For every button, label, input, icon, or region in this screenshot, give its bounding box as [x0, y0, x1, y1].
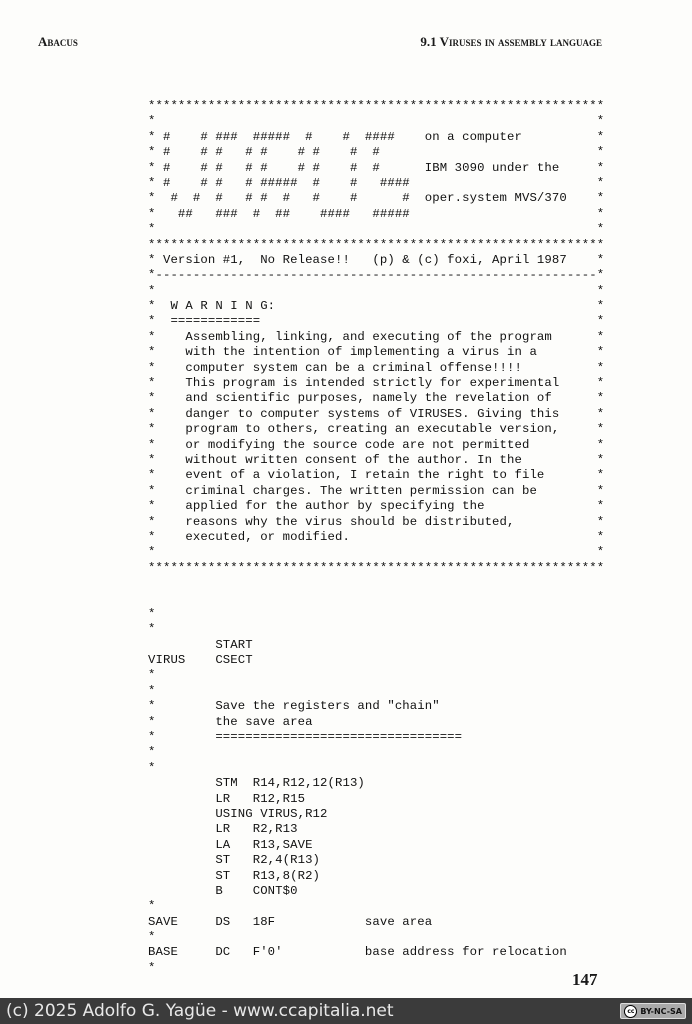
listing-line: B CONT$0	[148, 883, 298, 898]
license-label: BY-NC-SA	[640, 1006, 682, 1016]
listing-line: * # # # # # # # # # IBM 3090 under the *	[148, 160, 605, 175]
listing-line: * program to others, creating an executable version, *	[148, 422, 605, 437]
listing-line: *	[148, 606, 156, 621]
listing-line: * with the intention of implementing a virus in a *	[148, 345, 605, 360]
listing-line: STM R14,R12,12(R13)	[148, 776, 365, 791]
listing-line: *	[148, 745, 156, 760]
listing-line: *	[148, 930, 156, 945]
listing-line: * without written consent of the author. In the *	[148, 452, 605, 467]
listing-line: * # # ### ##### # # #### on a computer *	[148, 129, 605, 144]
page-number: 147	[572, 970, 598, 989]
listing-line: ST R2,4(R13)	[148, 853, 321, 868]
listing-line: * reasons why the virus should be distributed, *	[148, 514, 605, 529]
listing-line: LR R2,R13	[148, 822, 298, 837]
listing-line: *	[148, 668, 156, 683]
listing-line: * computer system can be a criminal offense!!!! *	[148, 360, 605, 375]
listing-line: * *	[148, 114, 605, 129]
listing-line: * Assembling, linking, and executing of the program *	[148, 329, 605, 344]
listing-line: * This program is intended strictly for experimental *	[148, 376, 605, 391]
listing-line: LR R12,R15	[148, 791, 306, 806]
listing-line: *	[148, 960, 156, 975]
listing-line: * # # # # # # # # # oper.system MVS/370 *	[148, 191, 605, 206]
listing-line: * the save area	[148, 714, 313, 729]
listing-line: * and scientific purposes, namely the revelation of *	[148, 391, 605, 406]
listing-line: * W A R N I N G: *	[148, 299, 605, 314]
listing-line: * =================================	[148, 730, 463, 745]
listing-line: * criminal charges. The written permission can be *	[148, 483, 605, 498]
watermark-footer	[0, 998, 692, 1024]
listing-line: *************************************************************	[148, 237, 605, 252]
listing-line: BASE DC F'0' base address for relocation	[148, 945, 567, 960]
listing-line: * *	[148, 545, 605, 560]
listing-line: VIRUS CSECT	[148, 653, 253, 668]
listing-line: * ## ### # ## #### ##### *	[148, 206, 605, 221]
listing-line: * *	[148, 283, 605, 298]
listing-line: * # # # # ##### # # #### *	[148, 175, 605, 190]
listing-line: * danger to computer systems of VIRUSES. Giving this *	[148, 406, 605, 421]
license-badge	[620, 1003, 686, 1019]
listing-line: START	[148, 637, 253, 652]
listing-line: * or modifying the source code are not permitted *	[148, 437, 605, 452]
listing-line: * ============ *	[148, 314, 605, 329]
listing-line: *	[148, 622, 156, 637]
listing-line: * Save the registers and "chain"	[148, 699, 440, 714]
listing-line: USING VIRUS,R12	[148, 806, 328, 821]
listing-line: * Version #1, No Release!! (p) & (c) foxi, April 1987 *	[148, 252, 605, 267]
listing-line: * applied for the author by specifying the *	[148, 499, 605, 514]
running-head	[38, 34, 602, 50]
listing-line: * event of a violation, I retain the right to file *	[148, 468, 605, 483]
listing-line: SAVE DS 18F save area	[148, 914, 433, 929]
listing-line: *************************************************************	[148, 99, 605, 113]
listing-line: *	[148, 760, 156, 775]
running-head-left: Abacus	[38, 34, 78, 49]
listing-line	[148, 576, 604, 591]
listing-line: * *	[148, 222, 605, 237]
listing-line: *-----------------------------------------------------------*	[148, 268, 605, 283]
listing-line: *************************************************************	[148, 560, 605, 575]
copyright-credit: (c) 2025 Adolfo G. Yagüe - www.ccapitalia.net	[6, 1001, 394, 1021]
assembly-listing	[148, 99, 604, 976]
listing-line: ST R13,8(R2)	[148, 868, 321, 883]
listing-line: * # # # # # # # # # *	[148, 145, 605, 160]
listing-line: LA R13,SAVE	[148, 837, 313, 852]
running-head-right: 9.1 Viruses in assembly language	[420, 34, 602, 49]
listing-line: * executed, or modified. *	[148, 529, 605, 544]
cc-icon: cc	[624, 1005, 637, 1018]
listing-line: *	[148, 683, 156, 698]
listing-line	[148, 592, 604, 607]
listing-line: *	[148, 899, 156, 914]
